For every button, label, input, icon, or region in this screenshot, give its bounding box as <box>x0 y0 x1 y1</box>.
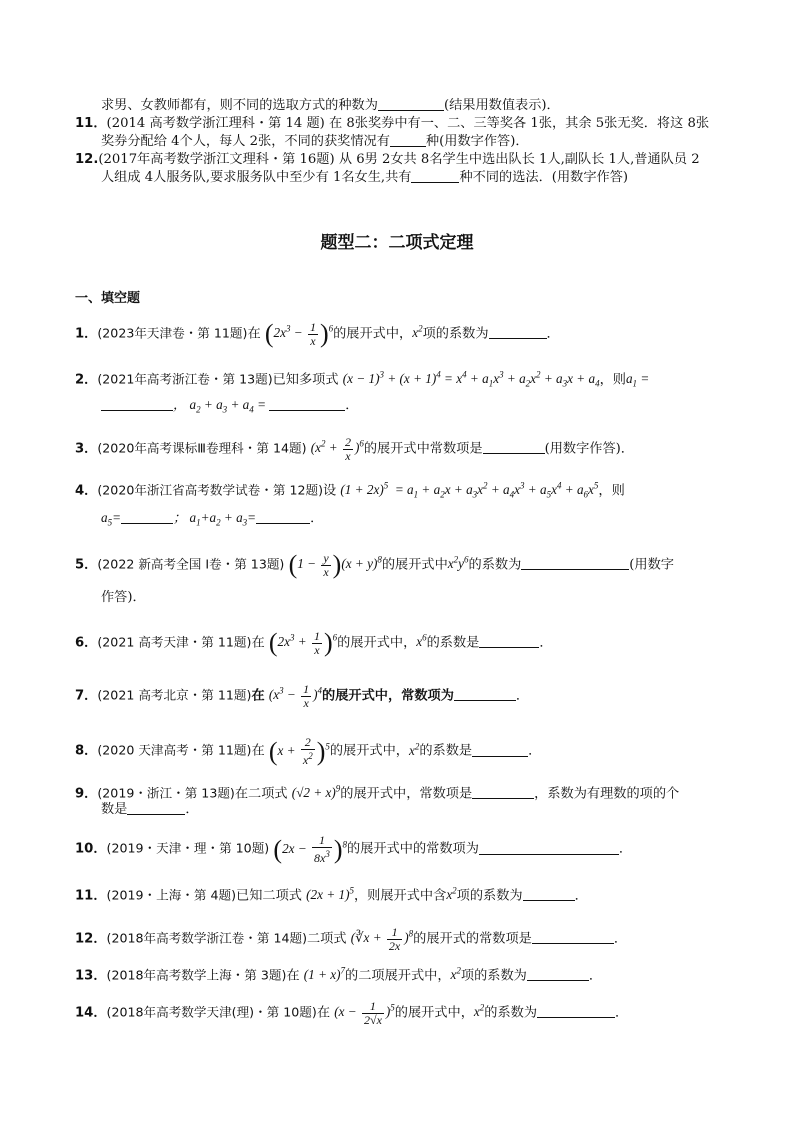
answer-blank[interactable] <box>532 929 614 944</box>
math-expression: $(√2 + x)^9$ <box>291 784 341 801</box>
text: 在 <box>251 743 265 759</box>
text: 的展开式中， <box>333 326 413 342</box>
answer-blank[interactable] <box>537 1003 615 1018</box>
math-term: $x^2$ <box>473 1003 485 1020</box>
text: 求男、女教师都有，则不同的选取方式的种数为 <box>101 98 378 113</box>
question-source: (2018年高考数学浙江卷・第 14题) <box>106 930 307 946</box>
question-source: (2019・天津・理・第 10题) <box>106 840 270 856</box>
math-term: $a_5=$ <box>101 510 121 528</box>
question-6 <box>75 628 734 657</box>
question-text: 奖券分配给 4个人，每人 2张，不同的获奖情况有 <box>101 134 390 149</box>
question-5-line2 <box>101 588 734 608</box>
question-number: 14． <box>75 1005 107 1021</box>
question-11-top-line2 <box>101 132 734 152</box>
question-text: 人组成 4人服务队,要求服务队中至少有 1名女生,共有 <box>101 170 412 185</box>
text: ． <box>613 931 628 947</box>
text: (用数字作答)． <box>544 441 634 457</box>
answer-blank[interactable] <box>479 840 619 855</box>
answer-blank[interactable] <box>411 168 459 183</box>
answer-blank[interactable] <box>483 439 545 454</box>
answer-blank[interactable] <box>378 96 444 111</box>
question-number: 5． <box>75 557 98 573</box>
question-text: (2014 高考数学浙江理科・第 14 题) 在 8张奖券中有一、二、三等奖各 1张，其余 5张无奖．将这 8张 <box>106 116 710 131</box>
question-number: 11． <box>75 888 107 904</box>
math-expression: $(x - 1)^3 + (x + 1)^4 = x^4 + a_1x^3 + a_2x^2 + a_3x + a_4$ <box>342 370 600 390</box>
math-expression: $(2x + 1)^5$ <box>306 886 354 903</box>
math-expression: (x + $\frac{2}{x^2}$ )$^5$ <box>268 735 330 767</box>
question-number: 7． <box>75 688 98 704</box>
math-term: $x^2$ <box>412 324 423 341</box>
answer-blank[interactable] <box>256 509 310 524</box>
text: ，则 <box>598 483 625 499</box>
text: 的系数为 <box>484 1005 538 1021</box>
question-source: (2018年高考数学上海・第 3题) <box>106 967 287 983</box>
question-number: 3． <box>75 441 98 457</box>
text: 的展开式中，常数项为 <box>322 688 454 704</box>
text: (用数字 <box>629 557 674 573</box>
question-number: 11． <box>75 116 107 131</box>
text: 的展开式中， <box>337 635 417 651</box>
text: 种不同的选法．(用数字作答) <box>459 170 629 185</box>
text: ． <box>574 888 588 904</box>
math-expression: ($2x^3$ + $\frac{1}{x}$ )$^6$ <box>268 628 338 658</box>
answer-blank[interactable] <box>127 800 185 815</box>
math-expression: $(1 + x)^7$ <box>303 966 346 983</box>
question-source: (2022 新高考全国 I卷・第 13题) <box>97 556 285 572</box>
text: ． <box>345 398 359 413</box>
text: 已知多项式 <box>272 372 339 388</box>
text: ． <box>185 802 199 817</box>
text: 的展开式中， <box>329 743 409 759</box>
text: 在 <box>251 635 265 651</box>
answer-blank[interactable] <box>523 886 575 901</box>
question-source: (2020年高考课标Ⅲ卷理科・第 14题) <box>97 440 307 456</box>
section-title: 题型二：二项式定理 <box>320 233 474 253</box>
text: 在二项式 <box>234 786 288 802</box>
text: 的展开式的常数项是 <box>413 931 532 947</box>
question-8 <box>75 736 734 767</box>
text: 的系数为 <box>468 557 522 573</box>
answer-blank[interactable] <box>269 396 345 411</box>
question-4-line2 <box>101 508 734 533</box>
question-number: 4． <box>75 483 98 499</box>
text: 已知二项式 <box>236 888 302 904</box>
question-3 <box>75 434 734 463</box>
answer-blank[interactable] <box>121 509 173 524</box>
question-source: (2020年浙江省高考数学试卷・第 12题) <box>97 482 323 498</box>
text: ，系数为有理数的项的个 <box>534 786 680 802</box>
text: 在 <box>316 1005 330 1021</box>
answer-blank[interactable] <box>472 742 528 757</box>
question-number: 8． <box>75 743 98 759</box>
question-12-top <box>75 150 734 170</box>
math-term: ， $a_2 + a_3 + a_4$ = <box>173 397 270 415</box>
question-number: 1． <box>75 326 98 342</box>
question-source: (2021 高考天津・第 11题) <box>97 634 252 650</box>
question-2-line2 <box>101 395 734 420</box>
question-source: (2018年高考数学天津(理)・第 10题) <box>106 1004 317 1020</box>
text: 的展开式中常数项是 <box>363 441 483 457</box>
text: 种(用数字作答)． <box>425 134 529 149</box>
answer-blank[interactable] <box>521 555 629 570</box>
question-number: 10． <box>75 841 107 857</box>
question-2 <box>75 365 734 394</box>
question-13 <box>75 961 734 986</box>
math-expression: (1 − $\frac{y}{x}$ )$(x + y)^8$ <box>288 550 382 580</box>
text: 二项式 <box>306 931 347 947</box>
question-1 <box>75 319 734 348</box>
question-source: (2021 高考北京・第 11题) <box>97 687 252 703</box>
math-expression: ($x^3$ − $\frac{1}{x}$ )$^4$ <box>268 681 323 710</box>
question-number: 2． <box>75 372 98 388</box>
math-term: ； $a_1+a_2 + a_3=$ <box>173 510 257 528</box>
text: ． <box>310 511 324 526</box>
math-term: $x^2y^6$ <box>447 555 469 572</box>
text: ，则展开式中含 <box>354 888 447 904</box>
text: 在 <box>247 326 261 342</box>
text: 的展开式中， <box>394 1005 474 1021</box>
answer-blank[interactable] <box>479 633 539 648</box>
math-expression: ($2x^3$ − $\frac{1}{x}$ )$^6$ <box>264 319 334 349</box>
question-11 <box>75 881 734 906</box>
math-expression: ($x^2$ + $\frac{2}{x}$ )$^6$ <box>310 434 364 463</box>
math-expression: $(1 + 2x)^5 = a_1 + a_2x + a_3x^2 + a_4x^3 + a_5x^4 + a_6x^5$ <box>340 481 599 501</box>
math-expression: (x − $\frac{1}{2√x}$ )$^5$ <box>334 998 395 1027</box>
math-term: $x^2$ <box>450 966 461 983</box>
question-source: (2020 天津高考・第 11题) <box>97 742 252 758</box>
question-14 <box>75 998 734 1027</box>
text: 在 <box>251 688 265 704</box>
text: ． <box>528 743 542 759</box>
text: 作答)． <box>101 590 146 605</box>
text: (结果用数值表示)． <box>443 98 560 113</box>
answer-blank[interactable] <box>390 132 426 147</box>
math-term: $a_1$ = <box>625 371 650 390</box>
text: 设 <box>323 483 337 499</box>
math-term: $x^2$ <box>409 741 420 758</box>
question-4 <box>75 476 734 505</box>
text: ． <box>539 635 553 651</box>
answer-blank[interactable] <box>489 324 547 339</box>
question-number: 12. <box>75 152 99 167</box>
answer-blank[interactable] <box>101 396 173 411</box>
question-10 <box>75 834 734 865</box>
prev-question-tail <box>101 96 734 116</box>
question-11-top <box>75 114 734 134</box>
text: ． <box>515 688 530 704</box>
subsection-heading: 一、填空题 <box>75 291 141 306</box>
question-number: 9． <box>75 786 98 802</box>
text: ． <box>615 1005 629 1021</box>
math-expression: (∛x + $\frac{1}{2x}$ )$^8$ <box>350 924 414 953</box>
text: 的展开式中，常数项是 <box>340 786 473 802</box>
question-number: 6． <box>75 635 98 651</box>
text: 项的系数为 <box>456 888 523 904</box>
question-9-line2 <box>101 800 734 820</box>
question-5 <box>75 550 734 579</box>
text: ，则 <box>599 372 626 388</box>
question-source: (2021年高考浙江卷・第 13题) <box>97 371 273 387</box>
question-number: 12． <box>75 931 107 947</box>
text: ． <box>618 841 633 857</box>
question-source: (2019・上海・第 4题) <box>106 887 237 903</box>
question-text: (2017年高考数学浙江文理科・第 16题) 从 6男 2女共 8名学生中选出队长 1人,副队长 1人,普通队员 2 <box>98 152 700 167</box>
text: 的展开式中的常数项为 <box>347 841 479 857</box>
text: ． <box>546 326 560 342</box>
answer-blank[interactable] <box>472 784 534 799</box>
math-expression: (2x − $\frac{1}{8x^3}$ )$^8$ <box>273 833 348 865</box>
question-12-top-line2 <box>101 168 734 188</box>
question-12 <box>75 924 734 953</box>
text: 的系数是 <box>426 635 480 651</box>
math-term: $x^2$ <box>446 886 457 903</box>
question-source: (2019・浙江・第 13题) <box>97 785 235 801</box>
answer-blank[interactable] <box>454 686 516 701</box>
text: 项的系数为 <box>460 968 527 984</box>
question-7 <box>75 681 734 710</box>
text: 在 <box>286 968 300 984</box>
question-number: 13． <box>75 968 107 984</box>
text: 的展开式中 <box>381 557 448 573</box>
text: 的系数是 <box>419 743 473 759</box>
text: 项的系数为 <box>422 326 489 342</box>
text: 的二项展开式中， <box>345 968 451 984</box>
math-term: $x^6$ <box>416 633 427 650</box>
text: ． <box>588 968 603 984</box>
answer-blank[interactable] <box>527 966 589 981</box>
text: 数是 <box>101 802 128 817</box>
question-source: (2023年天津卷・第 11题) <box>97 325 248 341</box>
